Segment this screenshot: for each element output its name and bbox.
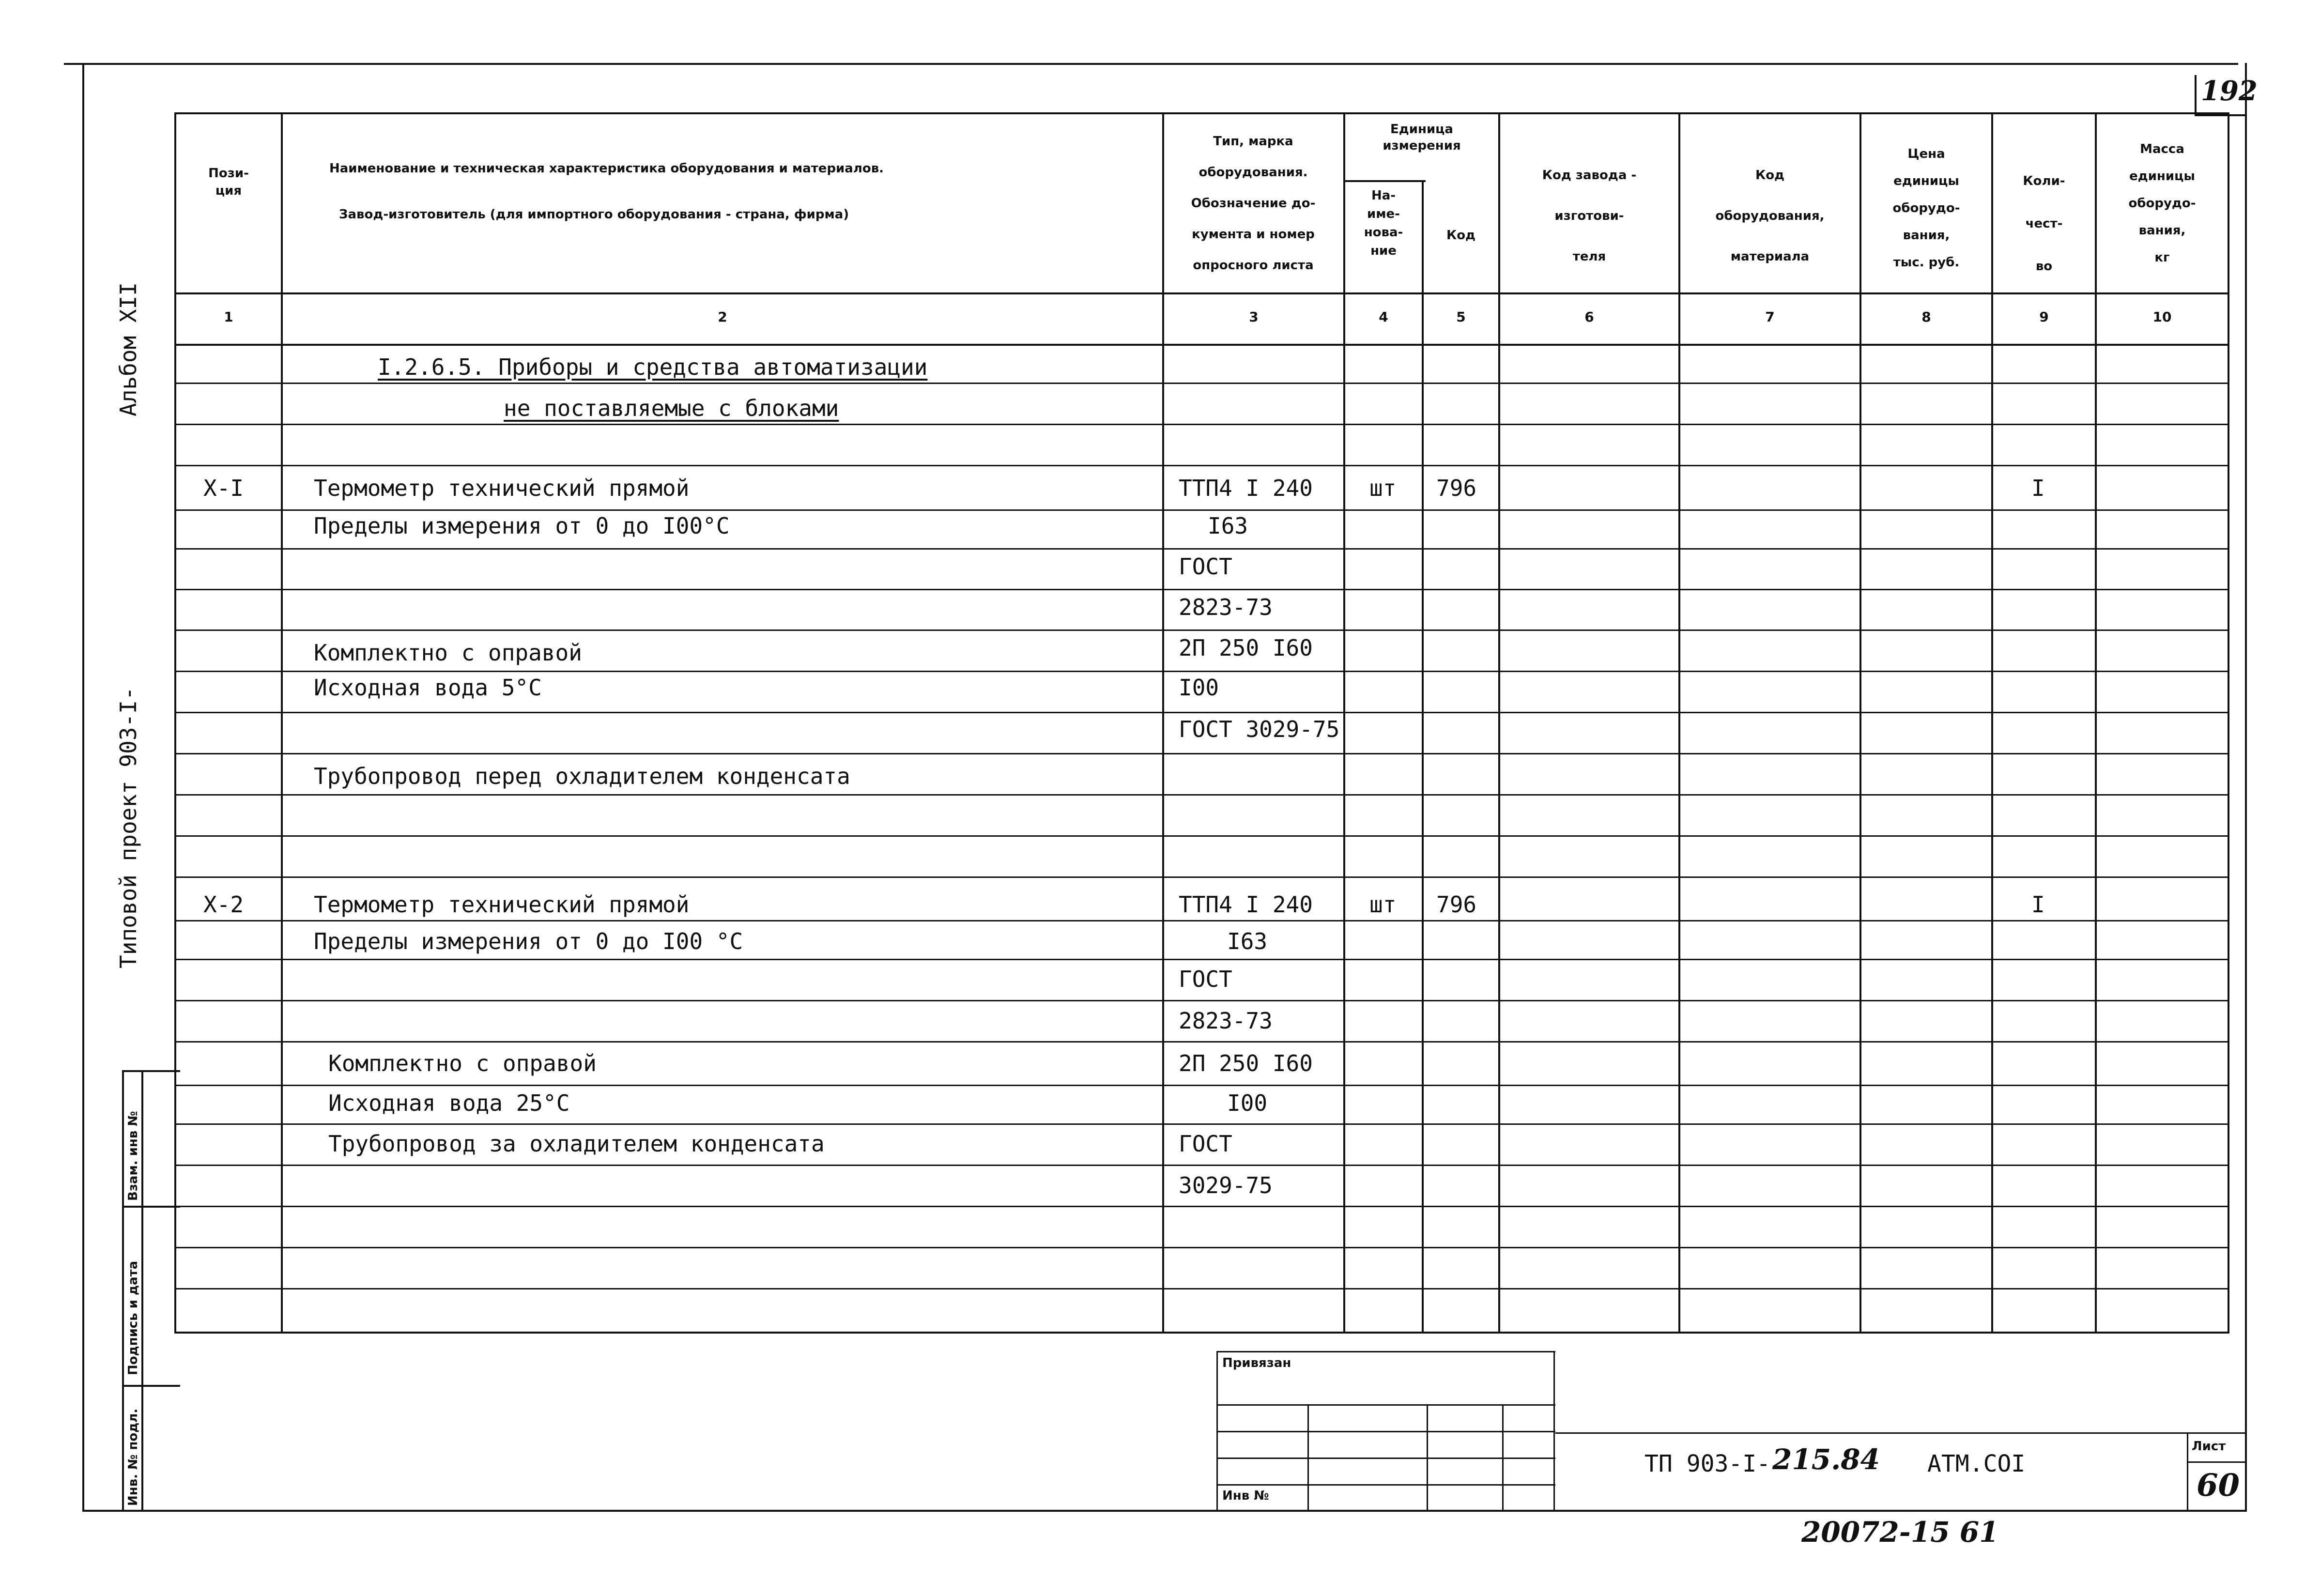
row-line: [174, 1165, 2229, 1166]
row-type: 2П 250 I60: [1179, 635, 1313, 661]
row-line: [174, 1041, 2229, 1043]
row-type: 3029-75: [1179, 1172, 1273, 1198]
row-name: Трубопровод за охладителем конденсата: [328, 1131, 825, 1157]
frame-left: [82, 63, 84, 1511]
table-top-line: [174, 112, 2229, 114]
row-line: [174, 1206, 2229, 1207]
row-unit: шт: [1369, 475, 1397, 501]
row-unit-code: 796: [1436, 891, 1477, 918]
doc-code-prefix: ТП 903-I-: [1644, 1450, 1771, 1477]
row-name: Комплектно с оправой: [328, 1050, 597, 1076]
stamp-podpis-data: Подпись и дата: [126, 1260, 140, 1375]
header-quantity: Коли- чест- во: [2023, 174, 2065, 274]
row-quantity: I: [2031, 475, 2045, 501]
row-quantity: I: [2031, 891, 2045, 918]
row-line: [174, 629, 2229, 631]
header-position: Пози- ция: [208, 166, 249, 198]
section-title-line2: не поставляемые с блоками: [504, 395, 839, 421]
header-name-line1: Наименование и техническая характеристика оборудования и материалов.: [329, 161, 884, 176]
tb-line: [1216, 1484, 1555, 1486]
row-position: Х-2: [203, 891, 244, 918]
sheet-label: Лист: [2192, 1439, 2226, 1454]
colnum-5: 5: [1456, 309, 1466, 325]
row-type: ГОСТ: [1179, 553, 1232, 580]
inv-no-label: Инв №: [1222, 1489, 1269, 1503]
row-name: Пределы измерения от 0 до I00 °C: [314, 928, 743, 954]
row-type: ТТП4 I 240: [1179, 475, 1313, 501]
table-bottom-line: [174, 1332, 2229, 1334]
row-line: [174, 424, 2229, 425]
col-line: [1498, 112, 1500, 1333]
album-label: Альбом XII: [115, 282, 141, 416]
stamp-vzam-inv: Взам. инв №: [126, 1111, 140, 1201]
row-type: I00: [1179, 675, 1219, 701]
row-type: 2823-73: [1179, 1008, 1273, 1034]
col-line: [2095, 112, 2097, 1333]
col-line: [1678, 112, 1680, 1333]
row-line: [174, 835, 2229, 837]
row-line: [174, 548, 2229, 550]
colnum-2: 2: [718, 309, 727, 325]
header-equipment-code: Код оборудования, материала: [1715, 168, 1825, 264]
row-line: [174, 1123, 2229, 1125]
bottom-number: 20072-15 61: [1801, 1516, 1999, 1549]
header-unit-name: На- име- нова- ние: [1364, 188, 1403, 258]
row-line: [174, 794, 2229, 796]
row-name: Комплектно с оправой: [314, 640, 582, 666]
header-unit-group: Единица измерения: [1383, 122, 1461, 153]
colnum-4: 4: [1379, 309, 1388, 325]
header-unit-code: Код: [1446, 228, 1476, 243]
colnum-6: 6: [1584, 309, 1594, 325]
row-line: [174, 509, 2229, 511]
row-position: Х-I: [203, 475, 244, 501]
row-type: I63: [1227, 928, 1268, 954]
col-line: [2228, 112, 2229, 1333]
tb-line: [1216, 1431, 1555, 1432]
colnum-bottom-line: [174, 344, 2229, 346]
stamp-sep-1: [122, 1206, 180, 1208]
stamp-sep-2: [122, 1385, 180, 1387]
stamp-top: [122, 1070, 180, 1072]
colnum-9: 9: [2039, 309, 2049, 325]
row-name: Трубопровод перед охладителем конденсата: [314, 763, 850, 789]
header-plant-code: Код завода - изготови- теля: [1542, 168, 1637, 264]
row-line: [174, 876, 2229, 878]
row-type: 2823-73: [1179, 594, 1273, 620]
row-line: [174, 1288, 2229, 1289]
row-line: [174, 920, 2229, 921]
colnum-7: 7: [1765, 309, 1775, 325]
col-line: [174, 112, 176, 1333]
frame-bottom: [82, 1510, 2247, 1512]
header-name-line2: Завод-изготовитель (для импортного оборудования - страна, фирма): [339, 207, 849, 222]
tb-inner-v: [1307, 1404, 1309, 1511]
project-label: Типовой проект 903-I-: [115, 687, 141, 968]
col-line: [1859, 112, 1861, 1333]
row-type: 2П 250 I60: [1179, 1050, 1313, 1076]
col-line: [281, 112, 283, 1333]
tb-line: [1216, 1458, 1555, 1459]
row-name: Пределы измерения от 0 до I00°C: [314, 513, 730, 539]
col-line: [1422, 180, 1424, 1333]
header-bottom-line: [174, 292, 2229, 294]
header-mass: Масса единицы оборудо- вания, кг: [2128, 142, 2196, 265]
row-name: Исходная вода 5°C: [314, 675, 542, 701]
tb-sheet-left: [2187, 1432, 2188, 1511]
col-line: [1991, 112, 1993, 1333]
doc-code-suffix: АТМ.COI: [1927, 1450, 2026, 1477]
row-line: [174, 671, 2229, 672]
row-line: [174, 1000, 2229, 1001]
tb-sheet-sep: [2187, 1461, 2245, 1463]
unit-subheader-line: [1343, 180, 1426, 182]
row-unit-code: 796: [1436, 475, 1477, 501]
section-title-line1: I.2.6.5. Приборы и средства автоматизации: [378, 354, 928, 380]
row-name: Исходная вода 25°C: [328, 1090, 570, 1116]
row-line: [174, 753, 2229, 754]
colnum-1: 1: [224, 309, 233, 325]
tb-inner-v: [1427, 1404, 1428, 1511]
stamp-col-mid: [141, 1070, 143, 1511]
privyazan-label: Привязан: [1222, 1356, 1291, 1370]
stamp-inv-no-podl: Инв. № подл.: [126, 1408, 140, 1506]
row-type: ТТП4 I 240: [1179, 891, 1313, 918]
tb-inner-v: [1502, 1404, 1504, 1511]
row-line: [174, 589, 2229, 590]
tb-line: [1216, 1404, 1555, 1406]
frame-right: [2245, 63, 2247, 1512]
row-name: Термометр технический прямой: [314, 891, 690, 918]
row-type: ГОСТ 3029-75: [1179, 716, 1340, 742]
sheet-num-box-bottom: [2195, 114, 2247, 116]
row-line: [174, 1085, 2229, 1086]
colnum-3: 3: [1249, 309, 1259, 325]
tb-top: [1216, 1351, 1555, 1352]
row-name: Термометр технический прямой: [314, 475, 690, 501]
tb-code-top: [1555, 1432, 2245, 1434]
sheet-number-top: 192: [2201, 75, 2258, 107]
header-price: Цена единицы оборудо- вания, тыс. руб.: [1892, 147, 1960, 270]
row-line: [174, 465, 2229, 466]
stamp-col-left: [122, 1070, 124, 1511]
row-type: I00: [1227, 1090, 1268, 1116]
col-line: [1162, 112, 1164, 1333]
doc-code-hand: 215.84: [1772, 1443, 1880, 1476]
col-line: [1343, 112, 1345, 1333]
row-unit: шт: [1369, 891, 1397, 918]
sheet-num-box-left: [2195, 75, 2197, 116]
sheet-number: 60: [2197, 1467, 2240, 1504]
row-type: I63: [1208, 513, 1248, 539]
row-type: ГОСТ: [1179, 966, 1232, 992]
row-line: [174, 712, 2229, 713]
row-type: ГОСТ: [1179, 1131, 1232, 1157]
frame-top: [64, 63, 2238, 65]
colnum-10: 10: [2152, 309, 2172, 325]
header-type: Тип, марка оборудования. Обозначение до- кумента и номер опросного листа: [1191, 134, 1316, 273]
row-line: [174, 959, 2229, 960]
row-line: [174, 383, 2229, 384]
row-line: [174, 1247, 2229, 1248]
colnum-8: 8: [1921, 309, 1931, 325]
